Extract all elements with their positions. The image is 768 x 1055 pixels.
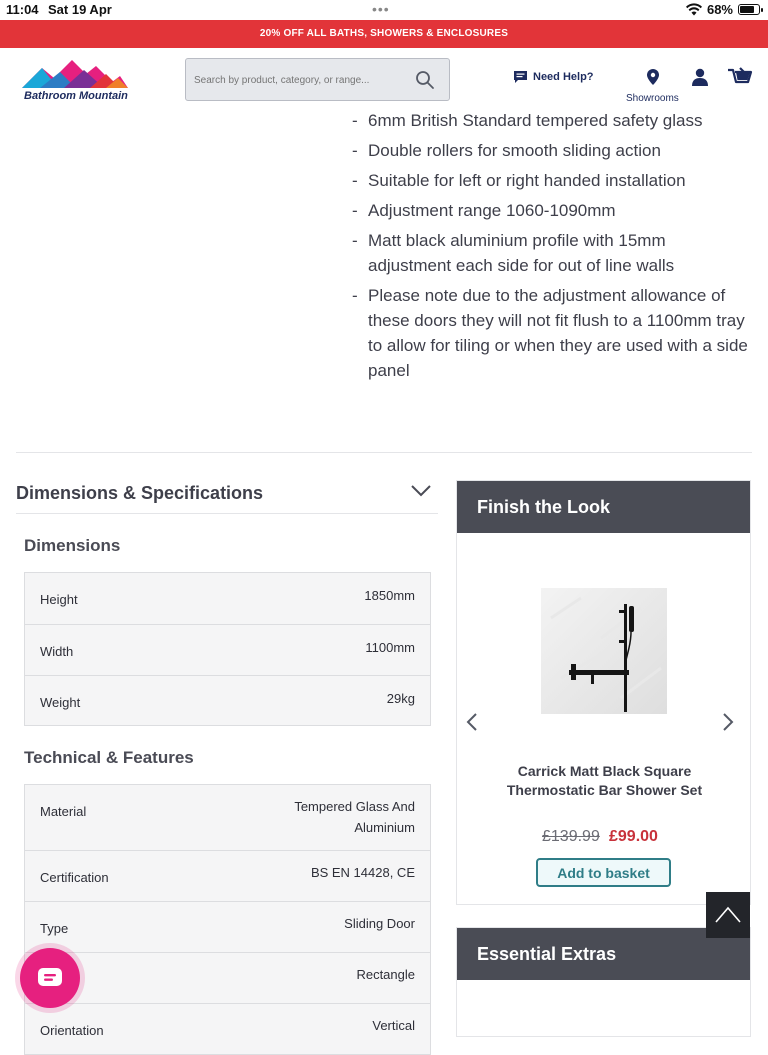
- spec-label: Certification: [40, 870, 109, 885]
- mountain-logo-icon: [20, 56, 130, 90]
- spec-label: Weight: [40, 695, 81, 710]
- status-right: [686, 2, 760, 17]
- finish-the-look-title: Finish the Look: [457, 481, 750, 533]
- section-divider: [16, 452, 752, 453]
- chevron-up-icon: [706, 892, 750, 938]
- battery-percent: 68%: [706, 2, 733, 17]
- carousel-next-button[interactable]: [722, 712, 734, 737]
- spec-label: Material: [40, 804, 87, 819]
- product-image[interactable]: [541, 588, 667, 714]
- technical-table: [24, 784, 431, 1055]
- feature-item: - Adjustment range 1060-1090mm: [352, 198, 752, 223]
- site-header: [0, 48, 768, 110]
- essential-extras-title: Essential Extras: [457, 928, 750, 980]
- carousel-prev-button[interactable]: [466, 712, 478, 737]
- spec-value: Sliding Door: [344, 916, 415, 931]
- need-help-link[interactable]: [513, 70, 594, 84]
- wifi-icon: [686, 4, 702, 16]
- spec-value: Vertical: [372, 1018, 415, 1033]
- specifications-title: Dimensions & Specifications: [16, 483, 264, 503]
- back-to-top-button[interactable]: [706, 892, 750, 938]
- status-bar: [0, 0, 768, 20]
- battery-icon: [738, 4, 760, 15]
- feature-list: [352, 108, 752, 388]
- sale-price: £99.00: [609, 828, 658, 845]
- table-row: [25, 952, 430, 1003]
- feature-item: - Double rollers for smooth sliding action: [352, 138, 752, 163]
- product-name-link[interactable]: Carrick Matt Black Square Thermostatic Bar Shower Set: [506, 763, 703, 798]
- chevron-down-icon[interactable]: [410, 484, 432, 503]
- promo-banner[interactable]: 20% OFF ALL BATHS, SHOWERS & ENCLOSURES: [0, 20, 768, 48]
- feature-item: - Matt black aluminium profile with 15mm adjustment each side for out of line walls: [352, 228, 752, 278]
- search-box[interactable]: [185, 58, 450, 101]
- multitask-dots-icon[interactable]: •••: [372, 1, 390, 17]
- location-pin-icon[interactable]: [646, 68, 660, 91]
- need-help-label: Need Help?: [533, 71, 594, 83]
- technical-features-title: Technical & Features: [24, 748, 194, 767]
- specifications-accordion-header[interactable]: [16, 480, 438, 514]
- showrooms-link[interactable]: Showrooms: [626, 93, 679, 104]
- table-row: [25, 675, 430, 725]
- table-row: [25, 573, 430, 624]
- table-row: [25, 624, 430, 675]
- spec-value: 1850mm: [364, 588, 415, 603]
- add-to-basket-button[interactable]: Add to basket: [536, 858, 671, 887]
- spec-value: Tempered Glass And Aluminium: [294, 799, 415, 835]
- feature-item: - Suitable for left or right handed installation: [352, 168, 752, 193]
- feature-item: - Please note due to the adjustment allowance of these doors they will not fit flush to a 1100mm tray to allow for tiling or when they are used with a side panel: [352, 283, 752, 383]
- status-time: 11:04: [6, 2, 39, 17]
- old-price: £139.99: [542, 828, 600, 845]
- chat-icon: [36, 965, 64, 991]
- spec-value: 29kg: [386, 691, 415, 706]
- table-row: [25, 1003, 430, 1054]
- live-chat-button[interactable]: [20, 948, 80, 1008]
- basket-icon[interactable]: [728, 66, 752, 91]
- spec-value: 1100mm: [365, 640, 415, 655]
- finish-the-look-panel: [456, 480, 751, 905]
- spec-label: Height: [40, 592, 78, 607]
- site-logo[interactable]: [20, 56, 132, 102]
- feature-item: - 6mm British Standard tempered safety glass: [352, 108, 752, 133]
- dimensions-table: [24, 572, 431, 726]
- status-date: Sat 19 Apr: [48, 2, 112, 17]
- logo-text: Bathroom Mountain: [24, 90, 128, 102]
- search-icon[interactable]: [415, 70, 435, 95]
- table-row: [25, 850, 430, 901]
- spec-label: Width: [40, 644, 74, 659]
- essential-extras-panel: [456, 927, 751, 1037]
- user-icon[interactable]: [691, 68, 709, 91]
- table-row: [25, 785, 430, 850]
- spec-label: Orientation: [40, 1023, 104, 1038]
- spec-value: BS EN 14428, CE: [310, 865, 415, 880]
- dimensions-title: Dimensions: [24, 536, 121, 555]
- spec-value: Rectangle: [356, 967, 415, 982]
- spec-label: Type: [40, 921, 69, 936]
- search-input[interactable]: [194, 71, 409, 89]
- chat-bubble-icon: [513, 70, 528, 84]
- table-row: [25, 901, 430, 952]
